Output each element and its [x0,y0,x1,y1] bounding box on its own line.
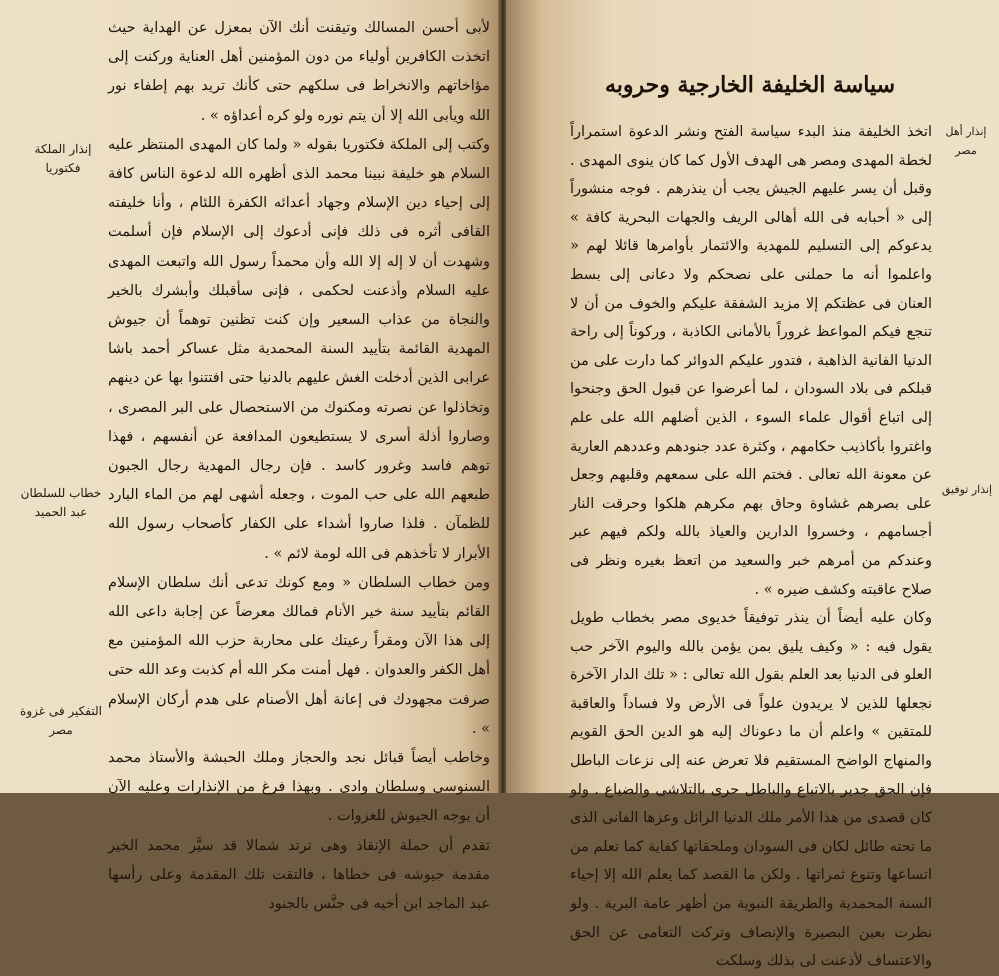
margin-note-egypt-campaign: التفكير فى غزوة مصر [20,704,102,737]
paragraph: ومن خطاب السلطان « ومع كونك تدعى أنك سلطان الإسلام القائم بتأييد سنة خير الأنام فمالك معرضاً عن إجابة داعى الله إلى هذا الآن ومقراً رعيتك على محاربة حزب الله المؤمنين مع أهل الكفر والعدوان . فهل أمنت مكر الله أم كذبت وعد الله حتى صرفت مجهودك فى إعانة أهل الأصنام على هدم أركان الإسلام » . [108,574,490,737]
chapter-title: سياسة الخليفة الخارجية وحروبه [604,72,896,98]
paragraph: لأبى أحسن المسالك وتيقنت أنك الآن بمعزل عن الهداية حيث اتخذت الكافرين أولياء من دون المؤمنين أهل العناية وركنت إلى مؤاخاتهم والانخراط فى سلكهم حتى كأنك تريد بهم إطفاء نور الله ويأبى الله إلا أن يتم نوره ولو كره أعداؤه » . [108,20,490,124]
paragraph: وكان عليه أيضاً أن ينذر توفيقاً خديوى مصر بخطاب طويل يقول فيه : « وكيف يليق بمن يؤمن بالله واليوم الآخر حب العلو فى الدنيا بعد العلم بقول الله تعالى : « تلك الدار الآخرة نجعلها للذين لا يريدون علواً فى الأرض ولا فساداً والعاقبة للمتقين » واعلم أن ما دعوناك إليه هو الدين الحق القويم والمنهاج الواضح المستقيم فلا تعرض عنه إلى نزعات الباطل فإن الحق جدير بالاتباع والباطل حرى بالتلاشى والضياع . ولو كان قصدى من هذا الأمر ملك الدنيا الزائل وعزها الفانى الذى ما تحته طائل لكان فى السودان وملحقاتها كفاية كما تعلم من اتساعها وتنوع ثمراتها . ولكن ما القصد كما يعلم الله إلا إحياء السنة المحمدية والطريقة النبوية من أظهر عامة البرية . ولو نظرت بعين البصيرة والإنصاف وتركت التعامى عن الحق والاعتساف لأذعنت لى بذلك وسلكت [570,610,932,970]
margin-note-sultan: خطاب للسلطان عبد الحميد [20,486,102,519]
margin-note-egypt-people: إنذار أهل مصر [945,125,987,157]
margin-note-tawfiq: إنذار توفيق [941,483,993,496]
margin-note-victoria: إنذار الملكة فكتوريا [34,142,92,175]
paragraph: وخاطب أيضاً قبائل نجد والحجاز وملك الحبشة والأستاذ محمد السنوسى وسلطان وادى . وبهذا فرغ من الإنذارات وعليه الآن أن يوجه الجيوش للغزوات . [108,750,490,825]
paragraph: تقدم أن حملة الإنقاذ وهى ترتد شمالا قد سيَّر محمد الخير مقدمة جيوشه فى خطاها ، فالتقت تلك المقدمة وعلى رأسها عبد الماجد ابن أخيه فى جنَّس بالجنود [108,837,490,913]
left-page [0,0,500,913]
paragraph: اتخذ الخليفة منذ البدء سياسة الفتح ونشر الدعوة استمراراً لخطة المهدى ومصر هى الهدف الأول كما كان ينوى المهدى . وقبل أن يسر عليهم الجيش يجب أن ينذرهم . فوجه منشوراً إلى « أحبابه فى الله أهالى الريف والجهات البحرية كافة » يدعوكم إلى التسليم للمهدية والائتمار بأوامرها قائلا لهم « واعلموا أنه ما حملنى على نصحكم ولا دعانى إلى بسط العنان فى عظتكم إلا مزيد الشفقة عليكم والخوف من أن لا تنجع فيكم المواعظ غروراً بالأمانى الكاذبة ، وركوناً إلى راحة الدنيا الفانية الذاهبة ، فتدور عليكم الدوائر كما دارت على من قبلكم فى بلاد السودان ، لما أعرضوا عن قبول الحق وجنحوا إلى اتباع أقوال علماء السوء ، الذين أضلهم الله على علم واغتروا بأكاذيب حكامهم ، وكثرة عدد جنودهم وعددهم العارية عن معونة الله تعالى . فختم الله على سمعهم وقلبهم وجعل على بصرهم غشاوة وحاق بهم مكرهم هلكوا وحرقت النار أجسامهم ، وخسروا الدارين والعياذ بالله ولكم فيهم عبر وعندكم من أمرهم خبر والسعيد من اتعظ بغيره ونظر فى صلاح عاقبته وكشف ضيره » . [570,124,932,598]
paragraph: وكتب إلى الملكة فكتوريا بقوله « ولما كان المهدى المنتظر عليه السلام هو خليفة نبينا محمد الذى أظهره الله لدعوة الناس كافة إلى إحياء دين الإسلام وجهاد أعدائه الكفرة اللئام ، وأنا خليفته القافى أثره فى ذلك فإنى أدعوك إلى الإسلام فإن أسلمت وشهدت أن لا إله إلا الله وأن محمداً رسول الله واتبعت المهدى عليه السلام وأذعنت لحكمى ، فإنى سأقبلك وأبشرك بالخير والنجاة من عذاب السعير وإن كنت تظنين توهماً أن جيوش المهدية القائمة بتأييد السنة المحمدية مثل عساكر أحمد باشا عرابى الذين أدخلت الغش عليهم بالدنيا حتى افتتنوا بها عن دينهم وتخاذلوا عن نصرته ومكنوك من الاستحصال على البر المصرى ، وصاروا أذلة أسرى لا يستطيعون المدافعة عن أنفسهم ، فهذا توهم فاسد وغرور كاسد . فإن رجال المهدية رجال الجبون طبعهم الله على حب الموت ، وجعله أشهى لهم من الماء البارد للظمآن . فلذا صاروا أشداء على الكفار كأصحاب رسول الله الأبرار لا تأخذهم فى الله لومة لائم » . [108,136,490,562]
right-page-body [570,118,932,976]
left-page-body [108,14,490,919]
